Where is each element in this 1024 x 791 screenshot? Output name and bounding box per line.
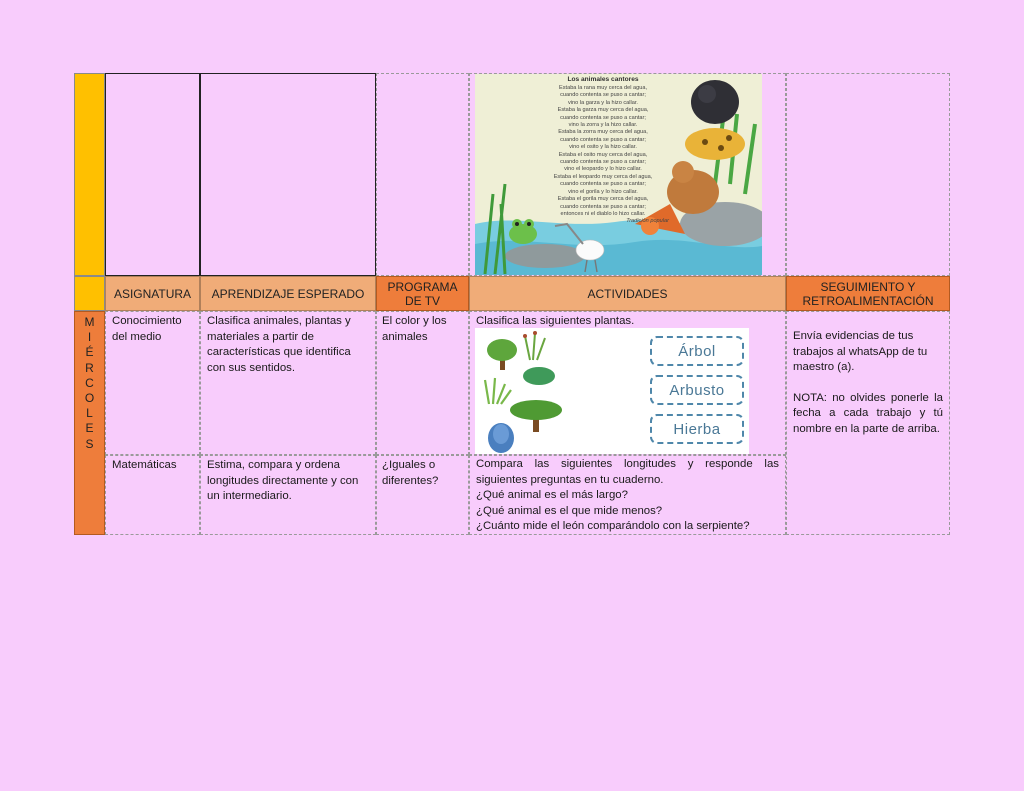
top-empty-cell-2	[200, 73, 376, 276]
row1-asignatura: Conocimiento del medio	[112, 315, 182, 343]
row1-programa: El color y los animales	[382, 315, 447, 343]
poem-line: Estaba la zorra muy cerca del agua,	[558, 129, 648, 136]
row2-programa: ¿Iguales o diferentes?	[382, 459, 439, 487]
header-aprendizaje	[200, 276, 376, 311]
poem-line: vino el gorila y lo hizo callar.	[568, 188, 638, 195]
poem-lines	[523, 85, 683, 218]
day-letter: S	[85, 436, 94, 451]
header-programa-line1: PROGRAMA	[387, 279, 458, 294]
seguimiento-cell	[786, 311, 950, 535]
plants-drawing	[475, 328, 635, 454]
poem-line: cuando contenta se puso a cantar;	[560, 181, 646, 188]
poem-text-block	[523, 76, 683, 226]
poem-line: Estaba el leopardo muy cerca del agua,	[553, 173, 653, 180]
day-letter: L	[86, 406, 93, 421]
poem-credit: Tradición popular	[626, 218, 669, 225]
poem-line: vino el osito y la hizo callar.	[569, 144, 637, 151]
poem-line: cuando contenta se puso a cantar;	[560, 203, 646, 210]
header-asignatura	[105, 276, 200, 311]
day-column	[74, 311, 105, 535]
header-actividades	[469, 276, 786, 311]
row2-pregunta-2: ¿Qué animal es el que mide menos?	[476, 504, 663, 517]
poem-line: vino la garza y la hizo callar.	[568, 99, 638, 106]
header-programa	[376, 276, 469, 311]
label-arbusto-text: Arbusto	[669, 381, 725, 399]
row1-programa-cell	[376, 311, 469, 455]
label-hierba	[650, 414, 744, 444]
label-hierba-text: Hierba	[673, 420, 721, 438]
day-letter: M	[84, 315, 95, 329]
row1-aprendizaje-cell	[200, 311, 376, 455]
row2-actividad-cell	[469, 455, 786, 535]
row1-asignatura-cell	[105, 311, 200, 455]
poem-line: Estaba el gorila muy cerca del agua,	[557, 196, 649, 203]
yellow-day-bar	[74, 73, 105, 276]
row2-asignatura: Matemáticas	[112, 459, 177, 471]
label-arbol-text: Árbol	[678, 342, 716, 360]
poem-title: Los animales cantores	[567, 76, 639, 83]
top-empty-cell-3	[376, 73, 469, 276]
day-letter: I	[87, 330, 92, 345]
row2-asignatura-cell	[105, 455, 200, 535]
plants-illustration	[475, 328, 749, 454]
day-letter: O	[84, 391, 95, 406]
header-aprendizaje-text: APRENDIZAJE ESPERADO	[211, 286, 365, 301]
row2-actividad-intro: Compara las siguientes longitudes y responde las siguientes preguntas en tu cuaderno.	[476, 458, 779, 486]
top-empty-cell-5	[786, 73, 950, 276]
header-seguimiento-line2: RETROALIMENTACIÓN	[802, 293, 934, 308]
header-seguimiento	[786, 276, 950, 311]
header-seguimiento-line1: SEGUIMIENTO Y	[820, 279, 916, 294]
label-arbusto	[650, 375, 744, 405]
seguimiento-evidencias: Envía evidencias de tus trabajos al whatsApp de tu maestro (a).	[793, 330, 928, 374]
yellow-bar-header-part	[74, 276, 105, 311]
row1-aprendizaje: Clasifica animales, plantas y materiales a partir de características que identifica con sus sentidos.	[207, 315, 351, 374]
poem-line: entonces ni el diablo lo hizo callar.	[560, 210, 646, 217]
poem-line: cuando contenta se puso a cantar;	[560, 114, 646, 121]
poem-line: vino el leopardo y lo hizo callar.	[564, 166, 642, 173]
row2-aprendizaje-cell	[200, 455, 376, 535]
poem-line: cuando contenta se puso a cantar;	[560, 136, 646, 143]
poem-line: cuando contenta se puso a cantar;	[560, 92, 646, 99]
seguimiento-nota: NOTA: no olvides ponerle la fecha a cada trabajo y tú nombre en la parte de arriba.	[793, 391, 943, 435]
day-letter: C	[85, 375, 94, 390]
poem-line: vino la zorra y la hizo callar.	[568, 122, 638, 129]
header-actividades-text: ACTIVIDADES	[587, 286, 668, 301]
header-programa-line2: DE TV	[404, 293, 441, 308]
day-letter: E	[85, 421, 94, 436]
day-label-miercoles	[75, 315, 104, 452]
poem-line: Estaba la rana muy cerca del agua,	[559, 85, 647, 91]
row2-pregunta-1: ¿Qué animal es el más largo?	[476, 489, 628, 502]
row2-pregunta-3: ¿Cuánto mide el león comparándolo con la serpiente?	[476, 520, 750, 533]
row2-programa-cell	[376, 455, 469, 535]
day-letter: É	[85, 345, 94, 360]
row1-actividad: Clasifica las siguientes plantas.	[476, 315, 635, 327]
label-arbol	[650, 336, 744, 366]
header-asignatura-text: ASIGNATURA	[113, 286, 192, 301]
top-empty-cell-1	[105, 73, 200, 276]
poem-line: Estaba la garza muy cerca del agua,	[557, 107, 649, 114]
day-letter: R	[85, 360, 94, 375]
poem-line: cuando contenta se puso a cantar;	[560, 159, 646, 166]
row2-aprendizaje: Estima, compara y ordena longitudes directamente y con un intermediario.	[207, 459, 359, 503]
poem-illustration	[475, 74, 762, 275]
poem-line: Estaba el osito muy cerca del agua,	[558, 151, 648, 158]
